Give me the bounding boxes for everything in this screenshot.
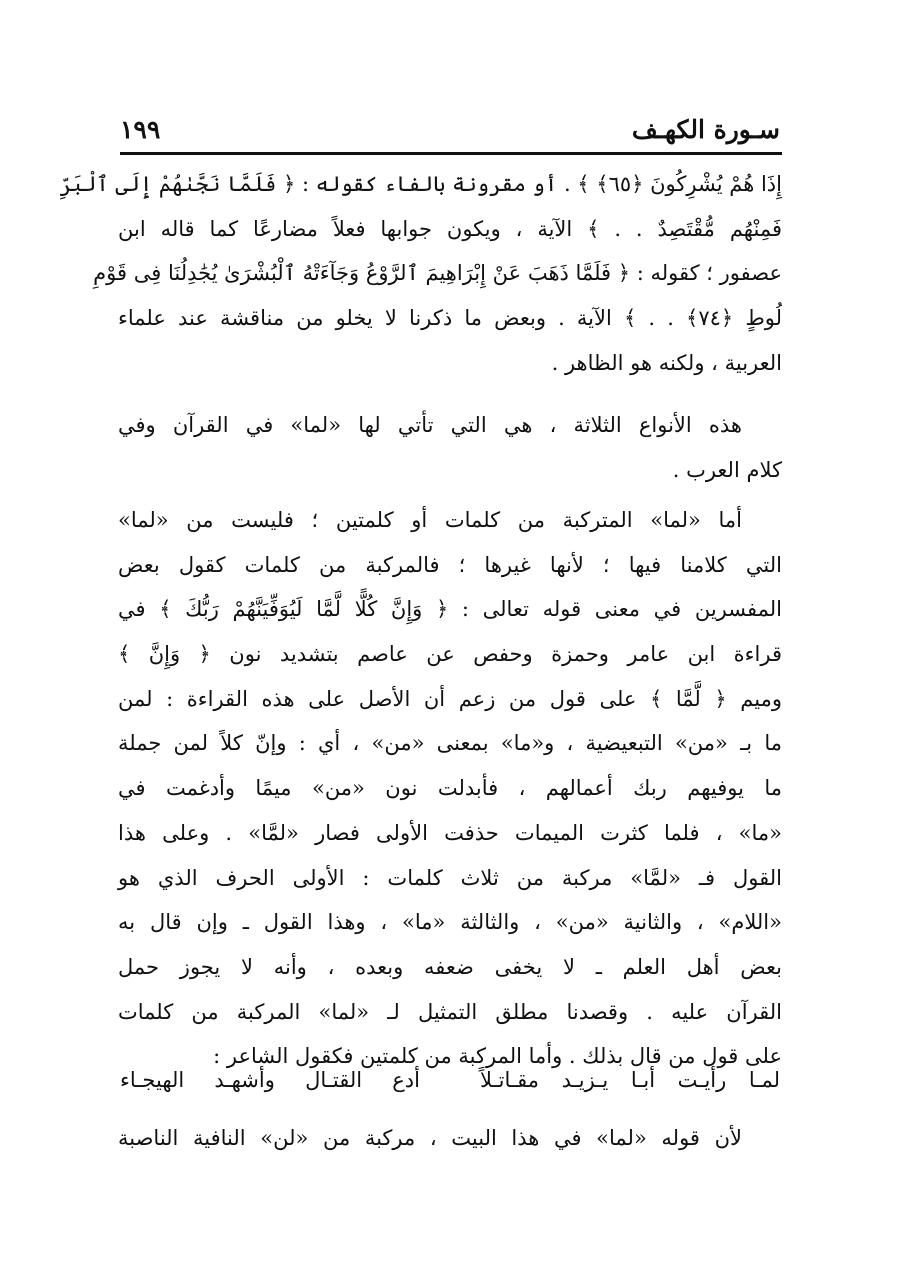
text-line: إِذَا هُمْ يُشْرِكُونَ ﴿٦٥﴾ ﴾ . أو مقرونة بالفاء كقوله : ﴿ فَلَمَّا نَجَّىٰهُمْ إِلَى ٱلْبَرِّ	[59, 172, 782, 196]
text-line: «اللام» ، والثانية «من» ، والثالثة «ما» ، وهذا القول ـ وإن قال به	[118, 910, 782, 935]
text-line: عصفور ؛ كقوله : ﴿ فَلَمَّا ذَهَبَ عَنْ إِبْرَاهِيمَ ٱلرَّوْعُ وَجَآءَتْهُ ٱلْبُشْرَىٰ يُجَٰدِلُنَا فِى قَوْمِ	[93, 261, 782, 286]
text-line: «ما» ، فلما كثرت الميمات حذفت الأولى فصار «لمَّا» . وعلى هذا	[118, 820, 782, 845]
text-line: قراءة ابن عامر وحمزة وحفص عن عاصم بتشديد نون ﴿ وَإِنَّ ﴾	[118, 642, 782, 667]
text-line: ما يوفيهم ربك أعمالهم ، فأبدلت نون «من» ميمًا وأدغمت في	[118, 776, 782, 801]
page-number: ١٩٩	[120, 115, 161, 144]
page-header	[120, 110, 780, 150]
text-line: كلام العرب .	[672, 457, 782, 482]
text-line: المفسرين في معنى قوله تعالى : ﴿ وَإِنَّ كُلًّا لَّمَّا لَيُوَفِّيَنَّهُمْ رَبُّكَ ﴾ في	[118, 597, 782, 622]
paragraph-3	[118, 498, 782, 1079]
paragraph-2	[118, 403, 782, 492]
text-line: فَمِنْهُم مُّقْتَصِدٌ . . ﴾ الآية ، ويكون جوابها فعلاً مضارعًا كما قاله ابن	[118, 216, 782, 241]
paragraph-4	[118, 1116, 782, 1161]
text-line: هذه الأنواع الثلاثة ، هي التي تأتي لها «لما» في القرآن وفي	[118, 413, 742, 437]
text-line: ما بـ «من» التبعيضية ، و«ما» بمعنى «من» ، أي : وإنّ كلاً لمن جملة	[118, 731, 782, 756]
text-line: القول فـ «لمَّا» مركبة من ثلاث كلمات : الأولى الحرف الذي هو	[118, 865, 782, 890]
text-line: العربية ، ولكنه هو الظاهر .	[551, 350, 782, 375]
poetry-verse	[120, 1055, 780, 1105]
header-rule	[120, 152, 782, 155]
text-line: لأن قوله «لما» في هذا البيت ، مركبة من «لن» النافية الناصبة	[118, 1126, 742, 1150]
surah-title: سـورة الكهـف	[631, 115, 780, 144]
verse-first-hemistich: لمـا رأيـت أبـا يـزيـد مقـاتـلاً	[480, 1068, 780, 1092]
text-line: بعض أهل العلم ـ لا يخفى ضعفه وبعده ، وأنه لا يجوز حمل	[118, 954, 782, 979]
verse-second-hemistich: أدع القتـال وأشهـد الهيجـاء	[120, 1068, 420, 1092]
paragraph-1	[59, 162, 782, 385]
text-line: على قول من قال بذلك . وأما المركبة من كلمتين فكقول الشاعر :	[213, 1044, 782, 1069]
text-line: لُوطٍ ﴿٧٤﴾ . . ﴾ الآية . وبعض ما ذكرنا لا يخلو من مناقشة عند علماء	[118, 306, 782, 331]
text-line: القرآن عليه . وقصدنا مطلق التمثيل لـ «لما» المركبة من كلمات	[118, 999, 782, 1024]
text-line: وميم ﴿ لَّمَّا ﴾ على قول من زعم أن الأصل على هذه القراءة : لمن	[118, 686, 782, 711]
text-line: التي كلامنا فيها ؛ لأنها غيرها ؛ فالمركبة من كلمات كقول بعض	[118, 552, 782, 577]
text-line: أما «لما» المتركبة من كلمات أو كلمتين ؛ فليست من «لما»	[118, 508, 742, 532]
